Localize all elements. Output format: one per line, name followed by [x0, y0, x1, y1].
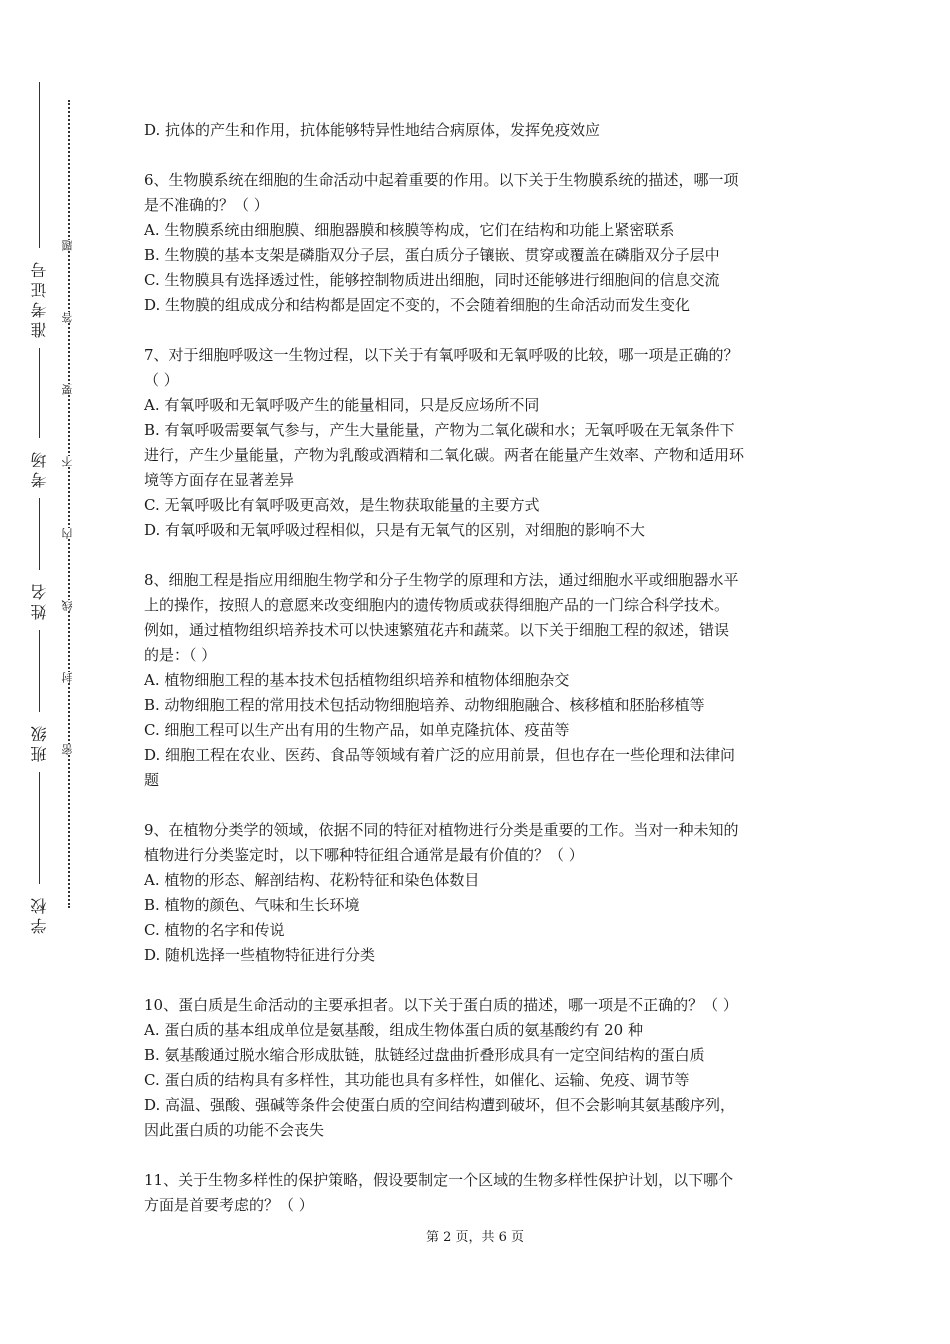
text-line: A. 植物的形态、解剖结构、花粉特征和染色体数目 — [144, 871, 480, 889]
seal-char: 题 — [58, 240, 78, 251]
text-line: 进行，产生少量能量，产物为乳酸或酒精和二氧化碳。两者在能量产生效率、产物和适用环 — [144, 446, 745, 464]
paragraph-gap — [144, 968, 812, 993]
text-line: B. 生物膜的基本支架是磷脂双分子层，蛋白质分子镶嵌、贯穿或覆盖在磷脂双分子层中 — [144, 246, 720, 264]
text-line: B. 动物细胞工程的常用技术包括动物细胞培养、动物细胞融合、核移植和胚胎移植等 — [144, 696, 705, 714]
paragraph-gap — [144, 793, 812, 818]
text-line: D. 有氧呼吸和无氧呼吸过程相似，只是有无氧气的区别，对细胞的影响不大 — [144, 521, 646, 539]
seal-char: 不 — [58, 456, 78, 467]
text-line: B. 植物的颜色、气味和生长环境 — [144, 896, 360, 914]
text-line: 8、细胞工程是指应用细胞生物学和分子生物学的原理和方法，通过细胞水平或细胞器水平 — [144, 571, 739, 589]
paragraph-gap — [144, 1143, 812, 1168]
text-line: A. 有氧呼吸和无氧呼吸产生的能量相同，只是反应场所不同 — [144, 396, 540, 414]
text-line: 题 — [144, 771, 160, 789]
seal-char: 密 — [58, 744, 78, 755]
text-line: 6、生物膜系统在细胞的生命活动中起着重要的作用。以下关于生物膜系统的描述，哪一项 — [144, 171, 739, 189]
text-line: 11、关于生物多样性的保护策略，假设要制定一个区域的生物多样性保护计划，以下哪个 — [144, 1171, 734, 1189]
text-line: A. 生物膜系统由细胞膜、细胞器膜和核膜等构成，它们在结构和功能上紧密联系 — [144, 221, 675, 239]
text-line: D. 细胞工程在农业、医药、食品等领域有着广泛的应用前景，但也存在一些伦理和法律问 — [144, 746, 736, 764]
text-line: D. 生物膜的组成成分和结构都是固定不变的，不会随着细胞的生命活动而发生变化 — [144, 296, 691, 314]
seal-dotted-line — [68, 100, 70, 908]
text-line: 因此蛋白质的功能不会丧失 — [144, 1121, 325, 1139]
seal-char: 线 — [58, 600, 78, 611]
seal-char: 答 — [58, 312, 78, 323]
paragraph-gap — [144, 318, 812, 343]
text-line: A. 植物细胞工程的基本技术包括植物组织培养和植物体细胞杂交 — [144, 671, 570, 689]
paragraph-gap — [144, 543, 812, 568]
text-line: D. 抗体的产生和作用，抗体能够特异性地结合病原体，发挥免疫效应 — [144, 121, 601, 139]
field-label-exam-room: 考场 — [20, 438, 60, 498]
field-label-class: 班级 — [20, 712, 60, 772]
text-line: 例如，通过植物组织培养技术可以快速繁殖花卉和蔬菜。以下关于细胞工程的叙述，错误 — [144, 621, 730, 639]
text-line: 10、蛋白质是生命活动的主要承担者。以下关于蛋白质的描述，哪一项是不正确的？（ ） — [144, 996, 738, 1014]
field-label-admission-number: 准考证号 — [20, 248, 60, 348]
paragraph-gap — [144, 143, 812, 168]
text-line: （ ） — [144, 371, 179, 389]
exam-questions — [144, 118, 812, 1218]
text-line: C. 生物膜具有选择透过性，能够控制物质进出细胞，同时还能够进行细胞间的信息交流 — [144, 271, 720, 289]
text-line: 9、在植物分类学的领域，依据不同的特征对植物进行分类是重要的工作。当对一种未知的 — [144, 821, 739, 839]
text-line: 上的操作，按照人的意愿来改变细胞内的遗传物质或获得细胞产品的一门综合科学技术。 — [144, 596, 730, 614]
binding-margin — [0, 0, 110, 1344]
field-label-school: 学校 — [20, 884, 60, 944]
seal-char: 封 — [58, 672, 78, 683]
text-line: 的是：（ ） — [144, 646, 217, 664]
text-line: C. 蛋白质的结构具有多样性，其功能也具有多样性，如催化、运输、免疫、调节等 — [144, 1071, 690, 1089]
binding-solid-line — [39, 82, 40, 922]
text-line: D. 随机选择一些植物特征进行分类 — [144, 946, 376, 964]
text-line: 境等方面存在显著差异 — [144, 471, 295, 489]
text-line: C. 无氧呼吸比有氧呼吸更高效，是生物获取能量的主要方式 — [144, 496, 540, 514]
text-line: B. 氨基酸通过脱水缩合形成肽链，肽链经过盘曲折叠形成具有一定空间结构的蛋白质 — [144, 1046, 705, 1064]
text-line: 方面是首要考虑的？（ ） — [144, 1196, 314, 1214]
text-line: A. 蛋白质的基本组成单位是氨基酸，组成生物体蛋白质的氨基酸约有 20 种 — [144, 1021, 643, 1039]
text-line: D. 高温、强酸、强碱等条件会使蛋白质的空间结构遭到破坏，但不会影响其氨基酸序列， — [144, 1096, 736, 1114]
text-line: C. 植物的名字和传说 — [144, 921, 285, 939]
seal-char: 内 — [58, 528, 78, 539]
text-line: 7、对于细胞呼吸这一生物过程，以下关于有氧呼吸和无氧呼吸的比较，哪一项是正确的？ — [144, 346, 739, 364]
field-label-name: 姓名 — [20, 570, 60, 630]
page-footer: 第 2 页，共 6 页 — [425, 1230, 525, 1245]
text-line: C. 细胞工程可以生产出有用的生物产品，如单克隆抗体、疫苗等 — [144, 721, 570, 739]
text-line: 植物进行分类鉴定时，以下哪种特征组合通常是最有价值的？（ ） — [144, 846, 584, 864]
seal-char: 要 — [58, 384, 78, 395]
text-line: B. 有氧呼吸需要氧气参与，产生大量能量，产物为二氧化碳和水；无氧呼吸在无氧条件下 — [144, 421, 735, 439]
text-line: 是不准确的？（ ） — [144, 196, 269, 214]
